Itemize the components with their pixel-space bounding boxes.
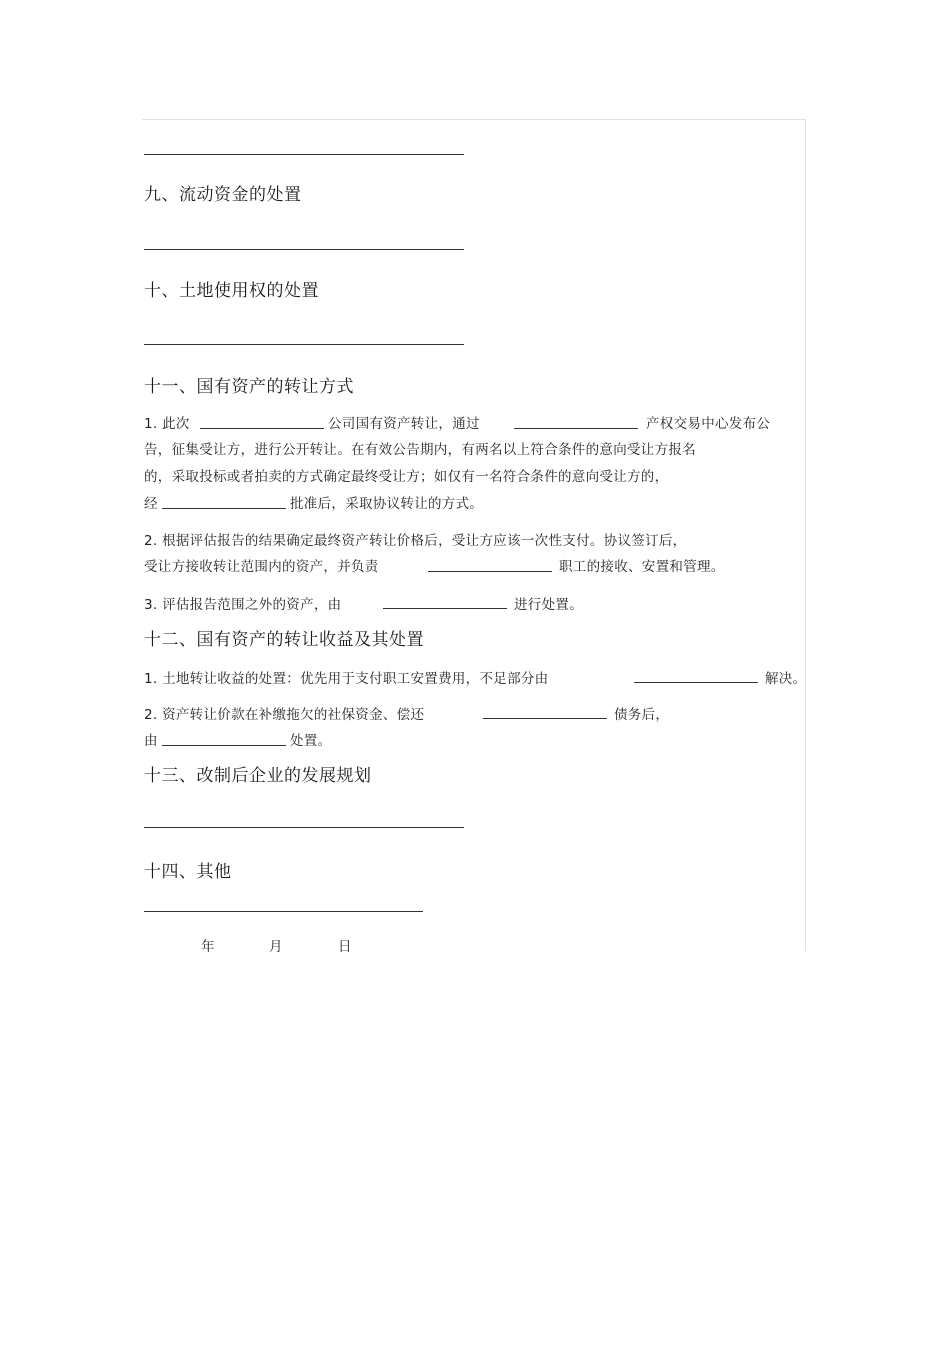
section-13-title: 十三、改制后企业的发展规划 <box>144 766 372 786</box>
section-14-title: 十四、其他 <box>144 862 232 882</box>
fill-line-s13 <box>144 827 464 828</box>
date-year: 年 <box>201 939 215 955</box>
s12-p2-text-d: 处置。 <box>290 733 332 749</box>
s12-p2-text-b: 债务后， <box>614 707 670 723</box>
s11-p1-line2: 告，征集受让方，进行公开转让。在有效公告期内，有两名以上符合条件的意向受让方报名 <box>144 442 696 458</box>
s11-p1-line3: 的，采取投标或者拍卖的方式确定最终受让方；如仅有一名符合条件的意向受让方的， <box>144 469 669 485</box>
s11-p2-text-b: 职工的接收、安置和管理。 <box>559 559 725 575</box>
s11-p1-blank-company <box>200 428 324 429</box>
fill-line-s9 <box>144 249 464 250</box>
fill-line-s8 <box>144 154 464 155</box>
s11-p3-text-a: 3. 评估报告范围之外的资产，由 <box>144 597 342 613</box>
s11-p1-blank-exchange <box>514 428 638 429</box>
date-day: 日 <box>338 939 352 955</box>
s12-p1-text-a: 1. 土地转让收益的处置：优先用于支付职工安置费用，不足部分由 <box>144 671 549 687</box>
fill-line-s10 <box>144 344 464 345</box>
s11-p1-text-b: 公司国有资产转让，通过 <box>328 416 480 432</box>
s11-p2-blank-staff <box>428 571 552 572</box>
section-9-title: 九、流动资金的处置 <box>144 185 302 205</box>
s12-p2-text-a: 2. 资产转让价款在补缴拖欠的社保资金、偿还 <box>144 707 425 723</box>
s11-p1-text-c: 产权交易中心发布公 <box>646 416 771 432</box>
s11-p3-blank-handler <box>383 608 507 609</box>
date-month: 月 <box>269 939 283 955</box>
s11-p2-text-a: 受让方接收转让范围内的资产，并负责 <box>144 559 379 575</box>
s12-p1-blank-shortfall <box>634 682 758 683</box>
s12-p1-text-b: 解决。 <box>765 671 807 687</box>
s11-p1-text-a: 1. 此次 <box>144 416 190 432</box>
s11-p2-line1: 2. 根据评估报告的结果确定最终资产转让价格后，受让方应该一次性支付。协议签订后， <box>144 533 687 549</box>
section-12-title: 十二、国有资产的转让收益及其处置 <box>144 630 424 650</box>
s11-p1-text-d: 经 <box>144 496 158 512</box>
fill-line-s14 <box>144 911 423 912</box>
s11-p3-text-b: 进行处置。 <box>514 597 583 613</box>
s12-p2-blank-disposer <box>162 745 286 746</box>
s11-p1-blank-approver <box>162 508 286 509</box>
s12-p2-text-c: 由 <box>144 733 158 749</box>
section-10-title: 十、土地使用权的处置 <box>144 281 319 301</box>
section-11-title: 十一、国有资产的转让方式 <box>144 377 354 397</box>
s11-p1-text-e: 批准后，采取协议转让的方式。 <box>290 496 484 512</box>
s12-p2-blank-debt <box>483 718 607 719</box>
